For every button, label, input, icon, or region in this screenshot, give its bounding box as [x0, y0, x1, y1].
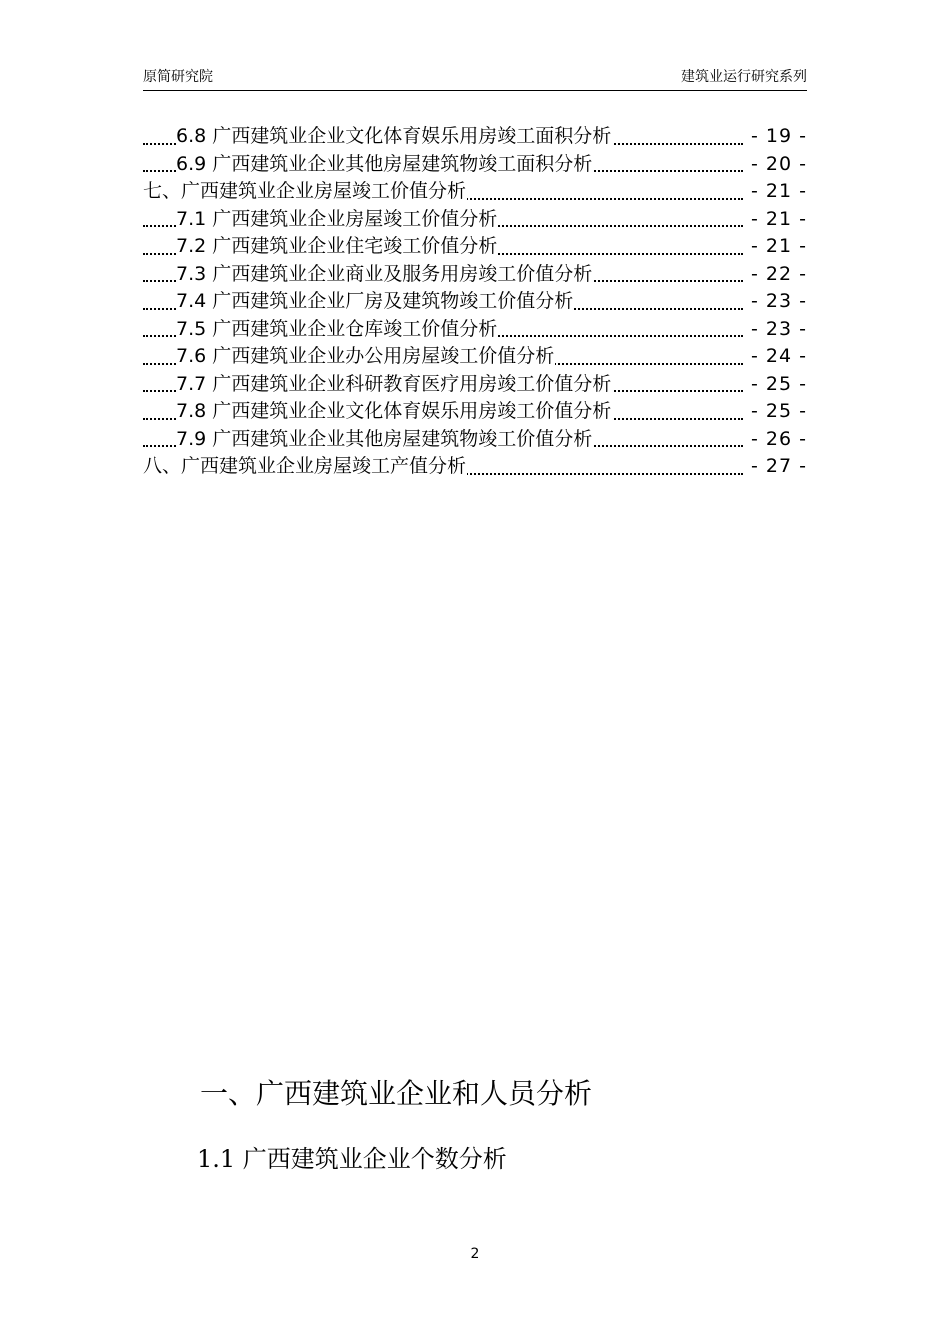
toc-entry-page: - 25 -: [750, 371, 807, 399]
toc-entry-page: - 27 -: [750, 453, 807, 481]
toc-entry-title: 七、广西建筑业企业房屋竣工价值分析: [143, 180, 467, 202]
toc-entry-title: 6.8 广西建筑业企业文化体育娱乐用房竣工面积分析: [176, 125, 612, 147]
header-org: 原简研究院: [143, 69, 213, 85]
toc-entry-title: 八、广西建筑业企业房屋竣工产值分析: [143, 455, 467, 477]
toc-entry-page: - 22 -: [750, 261, 807, 289]
table-of-contents: [143, 123, 807, 481]
toc-entry[interactable]: [143, 426, 807, 454]
toc-entry-title: 7.7 广西建筑业企业科研教育医疗用房竣工价值分析: [176, 372, 612, 395]
toc-entry[interactable]: [143, 288, 807, 316]
toc-entry-title: 7.5 广西建筑业企业仓库竣工价值分析: [176, 317, 498, 340]
toc-entry-page: - 21 -: [750, 206, 807, 234]
toc-entry[interactable]: [143, 316, 807, 344]
toc-entry-page: - 24 -: [750, 343, 807, 371]
toc-entry-title: 6.9 广西建筑业企业其他房屋建筑物竣工面积分析: [176, 152, 593, 175]
toc-entry-title: 7.6 广西建筑业企业办公用房屋竣工价值分析: [176, 345, 555, 367]
page-number: 2: [470, 1246, 480, 1262]
section-heading: 一、广西建筑业企业和人员分析: [200, 1077, 593, 1110]
toc-entry-page: - 21 -: [750, 233, 807, 261]
toc-entry[interactable]: [143, 453, 807, 481]
subsection-heading: 1.1 广西建筑业企业个数分析: [197, 1145, 507, 1173]
toc-entry[interactable]: [143, 123, 807, 151]
toc-entry[interactable]: [143, 206, 807, 234]
toc-entry-page: - 23 -: [750, 288, 807, 316]
toc-entry-page: - 23 -: [750, 316, 807, 344]
toc-entry[interactable]: [143, 178, 807, 206]
header-series: 建筑业运行研究系列: [681, 69, 807, 85]
toc-entry-title: 7.9 广西建筑业企业其他房屋建筑物竣工价值分析: [176, 427, 593, 450]
toc-entry[interactable]: [143, 371, 807, 399]
toc-entry-page: - 26 -: [750, 426, 807, 454]
toc-entry-title: 7.1 广西建筑业企业房屋竣工价值分析: [176, 207, 498, 230]
toc-entry[interactable]: [143, 261, 807, 289]
toc-entry-page: - 25 -: [750, 398, 807, 426]
toc-entry-page: - 21 -: [750, 178, 807, 206]
toc-entry[interactable]: [143, 398, 807, 426]
toc-entry[interactable]: [143, 151, 807, 179]
page-header: [143, 68, 807, 91]
toc-entry-title: 7.2 广西建筑业企业住宅竣工价值分析: [176, 235, 498, 257]
toc-entry-title: 7.8 广西建筑业企业文化体育娱乐用房竣工价值分析: [176, 400, 612, 422]
toc-entry-title: 7.3 广西建筑业企业商业及服务用房竣工价值分析: [176, 262, 593, 285]
toc-entry-page: - 19 -: [750, 123, 807, 151]
toc-entry[interactable]: [143, 233, 807, 261]
toc-entry[interactable]: [143, 343, 807, 371]
toc-entry-page: - 20 -: [750, 151, 807, 179]
toc-entry-title: 7.4 广西建筑业企业厂房及建筑物竣工价值分析: [176, 290, 574, 312]
